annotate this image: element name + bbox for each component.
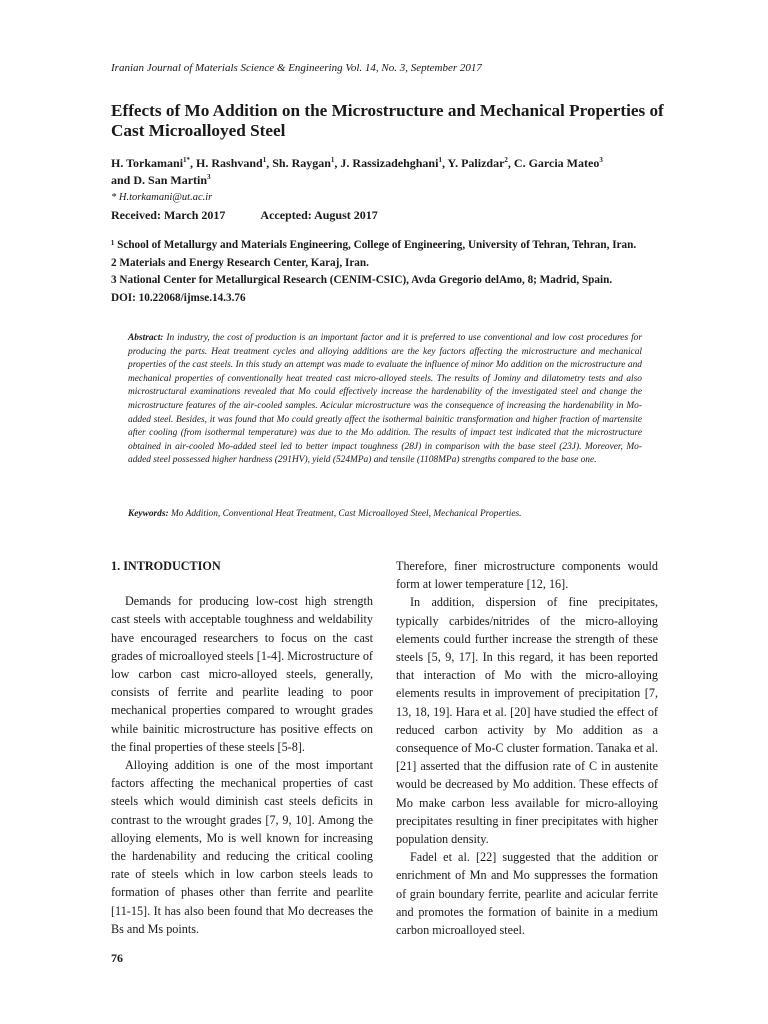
abstract-text: In industry, the cost of production is an important factor and it is preferred to use conventional and low cost procedures for producing the parts. Heat treatment cycles and alloying additions are the key factors affecting the microstructure and mechanical properties of the cast steels. In this study an attempt was made to evaluate the influence of minor Mo addition on the microstructure and mechanical properties of conventionally heat treated cast micro-alloyed steels. The results of Jominy and dilatometry tests and also microstructural examinations revealed that Mo could effectively increase the hardenability of the investigated steel and change the microstructure features of the air-cooled samples. Acicular microstructure was the consequence of increasing the hardenability in Mo-added steel. Besides, it was found that Mo could greatly affect the isothermal bainitic transformation and higher fraction of martensite after cooling (from isothermal temperature) was due to the Mo addition. The results of impact test indicated that the microstructure obtained in air-cooled Mo-added steel led to better impact toughness (28J) in comparison with the base steel (23J). Moreover, Mo-added steel possessed higher hardness (291HV), yield (524MPa) and tensile (1108MPa) strengths compared to the base one. xyxy=(128,333,643,466)
author-affil-mark: 1* xyxy=(183,156,191,164)
accepted-date: Accepted: August 2017 xyxy=(260,208,378,222)
keywords-text: Mo Addition, Conventional Heat Treatment, Cast Microalloyed Steel, Mechanical Properties. xyxy=(170,509,522,519)
author-conjunction: and xyxy=(111,173,131,187)
abstract-label: Abstract: xyxy=(128,333,164,343)
affiliation-2: 2 Materials and Energy Research Center, Karaj, Iran. xyxy=(111,256,369,269)
page-number: 76 xyxy=(111,951,123,965)
affiliation-1: ¹ School of Metallurgy and Materials Engineering, College of Engineering, University of Tehran, Tehran, Iran. xyxy=(111,239,637,251)
author-name: Sh. Raygan xyxy=(272,156,331,170)
left-column xyxy=(111,557,373,938)
author-name: H. Rashvand xyxy=(196,156,263,170)
author-affil-mark: 1 xyxy=(438,156,442,164)
author-affil-mark: 3 xyxy=(207,173,211,181)
corresponding-email: * H.torkamani@ut.ac.ir xyxy=(111,192,213,203)
paragraph: In addition, dispersion of fine precipitates, typically carbides/nitrides of the micro-alloying elements could further increase the strength of these steels [5, 9, 17]. In this regard, it has been reported that interaction of Mo with the micro-alloying elements results in improvement of precipitation [7, 13, 18, 19]. Hara et al. [20] have studied the effect of reduced carbon activity by Mo addition as a consequence of Mo-C cluster formation. Tanaka et al. [21] asserted that the diffusion rate of C in austenite would be decreased by Mo addition. These effects of Mo make carbon less available for micro-alloying precipitates resulting in finer precipitates with higher population density. xyxy=(396,595,658,847)
author-affil-mark: 3 xyxy=(599,156,603,164)
author-name: H. Torkamani xyxy=(111,156,184,170)
journal-header: Iranian Journal of Materials Science & Engineering Vol. 14, No. 3, September 2017 xyxy=(111,62,482,74)
paragraph: Therefore, finer microstructure components would form at lower temperature [12, 16]. xyxy=(396,559,658,592)
section-heading: 1. INTRODUCTION xyxy=(111,559,221,573)
right-column xyxy=(396,557,658,939)
paragraph: Alloying addition is one of the most important factors affecting the mechanical properties of cast steels which would diminish cast steels deficits in contrast to the wrought grades [7, 9, 10]. Among the alloying elements, Mo is well known for increasing the hardenability and reducing the critical cooling rate of steels which in low carbon steels leads to formation of phases other than ferrite and pearlite [11-15]. It has also been found that Mo decreases the Bs and Ms points. xyxy=(111,758,373,936)
author-name: Y. Palizdar xyxy=(447,156,505,170)
article-title: Effects of Mo Addition on the Microstructure and Mechanical Properties of Cast Microalloyed Steel xyxy=(111,101,664,140)
keywords xyxy=(128,509,648,519)
keywords-label: Keywords: xyxy=(128,509,169,519)
affiliation-3: 3 National Center for Metallurgical Research (CENIM-CSIC), Avda Gregorio delAmo, 8; Madrid, Spain. xyxy=(111,274,613,286)
paragraph: Fadel et al. [22] suggested that the addition or enrichment of Mn and Mo suppresses the formation of grain boundary ferrite, pearlite and acicular ferrite and promotes the formation of bainite in a medium carbon microalloyed steel. xyxy=(396,850,658,938)
article-dates xyxy=(111,208,378,223)
author-list: H. Torkamani$^{1*}$, H. Rashvand$^1$, Sh. Raygan$^1$, J. Rassizadehghani$^1$, Y. Palizdar$^2$, C. Garcia Mateo$^3$ and D. San Martin$^3$ xyxy=(111,156,603,187)
author-name: C. Garcia Mateo xyxy=(513,156,600,170)
author-name: D. San Martin xyxy=(133,173,208,187)
paragraph: Demands for producing low-cost high strength cast steels with acceptable toughness and weldability have encouraged researchers to focus on the cast grades of microalloyed steels [1-4]. Microstructure of low carbon cast micro-alloyed steels, generally, consists of ferrite and pearlite leading to poor mechanical properties compared to wrought grades while bainitic microstructure has positive effects on the final properties of these steels [5-8]. xyxy=(111,594,373,754)
abstract xyxy=(128,332,642,468)
received-date: Received: March 2017 xyxy=(111,208,226,222)
author-affil-mark: 1 xyxy=(330,156,335,164)
author-name: J. Rassizadehghani xyxy=(340,156,439,170)
author-affil-mark: 1 xyxy=(262,156,267,164)
doi: DOI: 10.22068/ijmse.14.3.76 xyxy=(111,291,246,304)
author-affil-mark: 2 xyxy=(504,156,508,164)
affiliations xyxy=(111,237,681,307)
